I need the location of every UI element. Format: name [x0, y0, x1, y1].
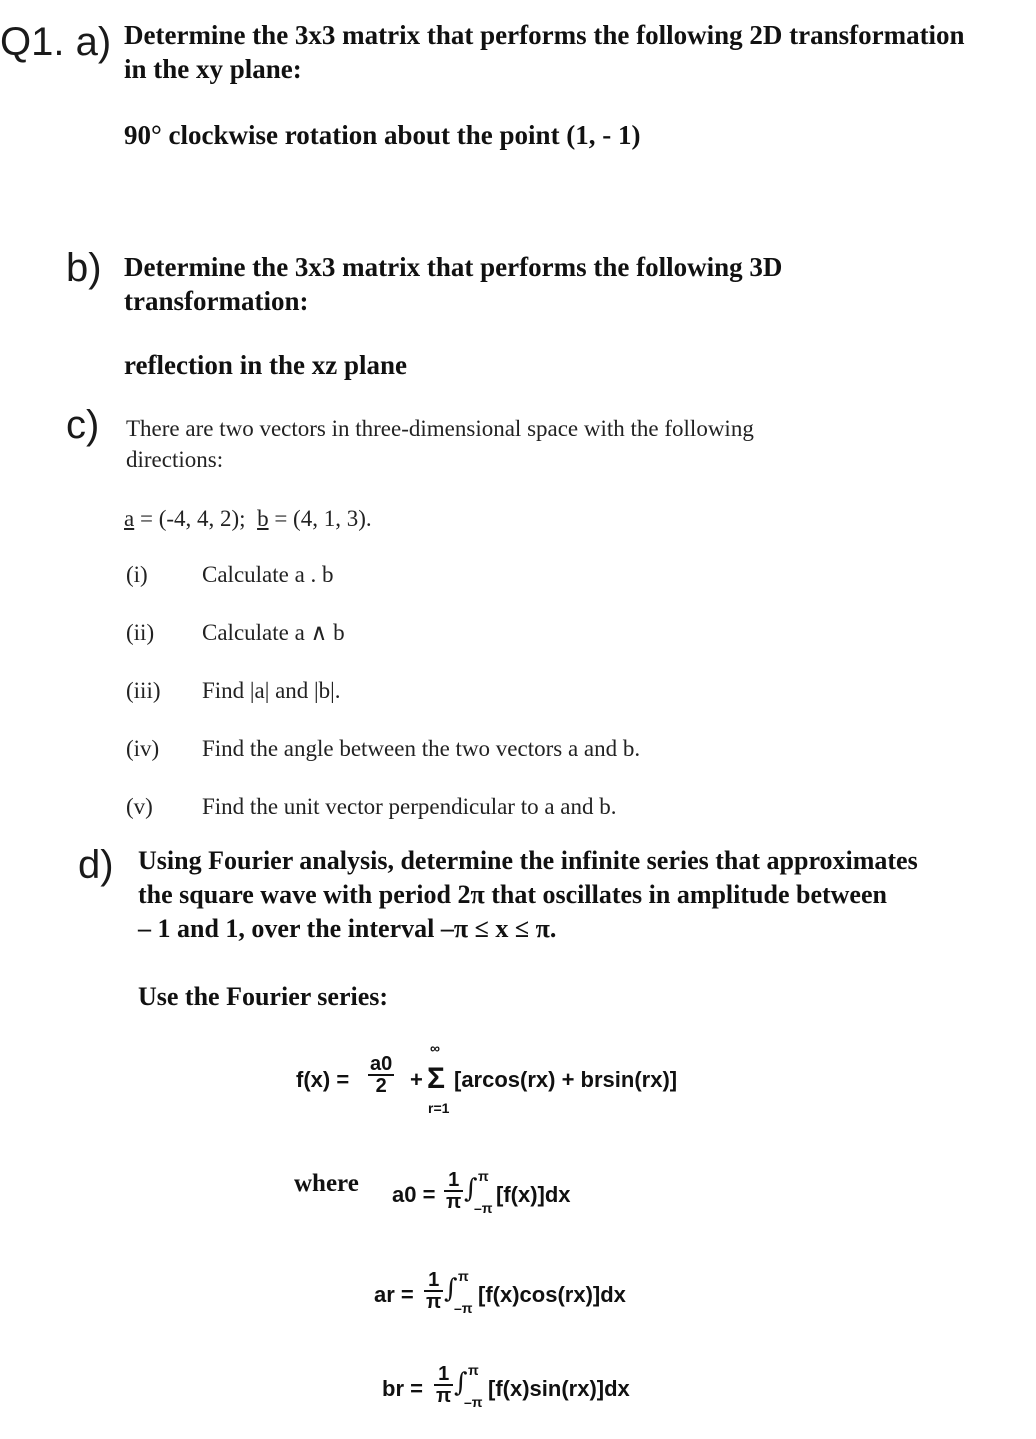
- part-d-line-2: the square wave with period 2π that oscillates in amplitude between: [138, 880, 887, 909]
- vector-b-value: = (4, 1, 3).: [274, 506, 372, 531]
- item-text: Calculate a ∧ b: [202, 620, 345, 645]
- coeff-lhs: br =: [382, 1376, 423, 1401]
- integral-icon: ∫: [454, 1368, 468, 1398]
- vector-b-name: b: [257, 506, 269, 531]
- ar-definition: [374, 1268, 694, 1328]
- sum-lower-limit: r=1: [428, 1100, 450, 1116]
- frac-denominator: π: [446, 1191, 462, 1213]
- integral-upper: π: [478, 1168, 489, 1184]
- integrand: [f(x)]dx: [496, 1182, 571, 1207]
- part-b-detail: reflection in the xz plane: [124, 350, 407, 380]
- part-b-line-2: transformation:: [124, 286, 309, 316]
- one-over-pi: [424, 1270, 443, 1312]
- integral-icon: ∫: [464, 1174, 478, 1204]
- sum-symbol: Σ: [427, 1062, 446, 1095]
- frac-numerator: 1: [444, 1170, 463, 1192]
- integrand: [f(x)sin(rx)]dx: [488, 1376, 630, 1401]
- part-d-line-1: Using Fourier analysis, determine the infinite series that approximates: [138, 846, 918, 875]
- question-label-a: Q1. a): [0, 20, 112, 64]
- item-number: (v): [126, 794, 153, 819]
- question-label-d: d): [78, 843, 114, 887]
- coeff-lhs: ar =: [374, 1282, 414, 1307]
- part-a-line-2: in the xy plane:: [124, 54, 302, 84]
- item-number: (ii): [126, 620, 155, 645]
- integral-upper: π: [458, 1268, 469, 1284]
- part-c-line-2: directions:: [126, 447, 224, 472]
- item-text: Find the unit vector perpendicular to a and b.: [202, 794, 617, 819]
- item-number: (i): [126, 562, 148, 587]
- one-over-pi: [444, 1170, 463, 1212]
- question-label-b: b): [66, 246, 102, 290]
- formula-lhs: f(x) =: [296, 1067, 350, 1092]
- frac-numerator: 1: [424, 1270, 443, 1292]
- coeff-lhs: a0 =: [392, 1182, 436, 1207]
- frac-numerator: 1: [434, 1364, 453, 1386]
- part-a-detail: 90° clockwise rotation about the point (1, - 1): [124, 120, 641, 150]
- a0-over-2: [368, 1054, 394, 1096]
- item-text: Find the angle between the two vectors a and b.: [202, 736, 641, 761]
- formula-plus: +: [410, 1067, 423, 1092]
- item-text: Find |a| and |b|.: [202, 678, 341, 703]
- one-over-pi: [434, 1364, 453, 1406]
- a0-denominator: 2: [375, 1075, 387, 1097]
- vector-a-name: a: [124, 506, 135, 531]
- fourier-formula: [296, 1040, 736, 1130]
- a0-definition: [392, 1168, 692, 1228]
- integrand: [f(x)cos(rx)]dx: [478, 1282, 626, 1307]
- integral-lower: –π: [474, 1200, 493, 1216]
- vector-definitions: [124, 506, 372, 532]
- fourier-intro: Use the Fourier series:: [138, 982, 389, 1011]
- sum-upper-limit: ∞: [430, 1040, 440, 1056]
- sum-body: [arcos(rx) + brsin(rx)]: [454, 1067, 678, 1092]
- question-label-c: c): [66, 403, 100, 447]
- br-definition: [382, 1362, 702, 1422]
- part-a-line-1: Determine the 3x3 matrix that performs the following 2D transformation: [124, 20, 965, 50]
- where-label: where: [294, 1170, 359, 1197]
- integral-upper: π: [468, 1362, 479, 1378]
- item-number: (iv): [126, 736, 160, 761]
- part-c-line-1: There are two vectors in three-dimensional space with the following: [126, 416, 754, 441]
- item-text: Calculate a . b: [202, 562, 334, 587]
- a0-numerator: a0: [370, 1053, 393, 1075]
- integral-lower: –π: [464, 1394, 483, 1410]
- part-b-line-1: Determine the 3x3 matrix that performs the following 3D: [124, 252, 783, 282]
- item-number: (iii): [126, 678, 161, 703]
- vector-a-value: = (-4, 4, 2);: [139, 506, 246, 531]
- frac-denominator: π: [426, 1291, 442, 1313]
- frac-denominator: π: [436, 1385, 452, 1407]
- part-d-line-3: – 1 and 1, over the interval –π ≤ x ≤ π.: [138, 914, 557, 943]
- integral-lower: –π: [454, 1300, 473, 1316]
- integral-icon: ∫: [444, 1274, 458, 1304]
